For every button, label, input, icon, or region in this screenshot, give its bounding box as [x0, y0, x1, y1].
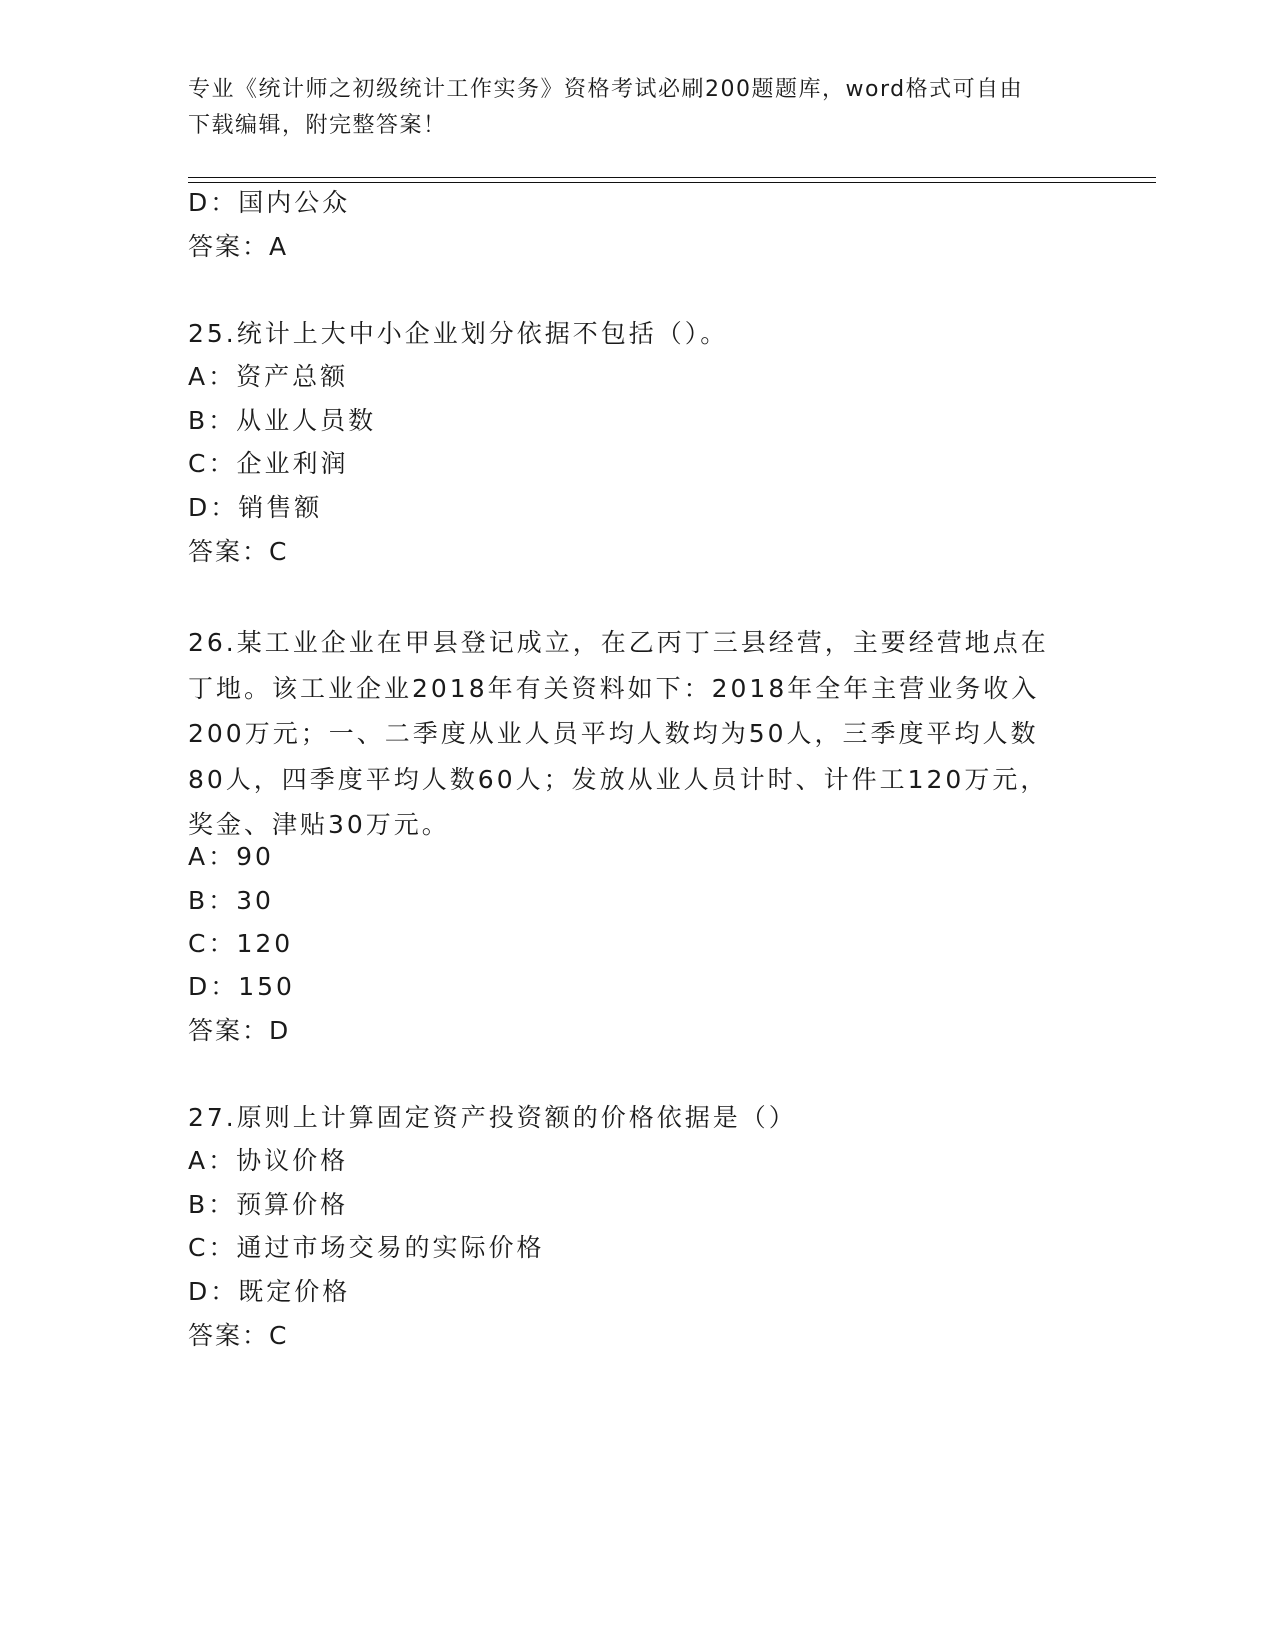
q27-option-b: B：预算价格 — [188, 1190, 349, 1219]
q26-question-line: 奖金、津贴30万元。 — [188, 810, 450, 839]
q25-question: 25.统计上大中小企业划分依据不包括（）。 — [188, 319, 729, 348]
header-rule-top — [188, 177, 1156, 178]
q26-option-c: C：120 — [188, 929, 294, 958]
q26-option-a: A：90 — [188, 842, 274, 871]
q25-option-a: A：资产总额 — [188, 362, 349, 391]
q25-option-c: C：企业利润 — [188, 449, 349, 478]
document-header — [188, 72, 1078, 144]
header-line-2: 下载编辑，附完整答案！ — [188, 113, 447, 138]
q27-question: 27.原则上计算固定资产投资额的价格依据是（） — [188, 1103, 797, 1132]
q25-option-b: B：从业人员数 — [188, 406, 377, 435]
q27-option-a: A：协议价格 — [188, 1146, 349, 1175]
q27-option-d: D：既定价格 — [188, 1277, 351, 1306]
header-rule-bottom — [188, 182, 1156, 183]
q26-question-line: 200万元；一、二季度从业人员平均人数均为50人，三季度平均人数 — [188, 719, 1039, 748]
q27-option-c: C：通过市场交易的实际价格 — [188, 1233, 545, 1262]
q25-option-d: D：销售额 — [188, 493, 323, 522]
prev-answer: 答案：A — [188, 232, 289, 261]
q25-answer: 答案：C — [188, 537, 289, 566]
q26-option-b: B：30 — [188, 886, 274, 915]
q26-question — [188, 620, 1088, 848]
q26-question-line: 丁地。该工业企业2018年有关资料如下：2018年全年主营业务收入 — [188, 673, 1040, 703]
header-line-1: 专业《统计师之初级统计工作实务》资格考试必刷200题题库，word格式可自由 — [188, 77, 1024, 102]
q26-question-line: 80人，四季度平均人数60人；发放从业人员计时、计件工120万元， — [188, 764, 1049, 794]
q26-answer: 答案：D — [188, 1016, 291, 1045]
q27-answer: 答案：C — [188, 1321, 289, 1350]
q26-question-line: 26.某工业企业在甲县登记成立，在乙丙丁三县经营，主要经营地点在 — [188, 628, 1049, 657]
prev-option-d: D：国内公众 — [188, 188, 351, 217]
q26-option-d: D：150 — [188, 972, 295, 1001]
